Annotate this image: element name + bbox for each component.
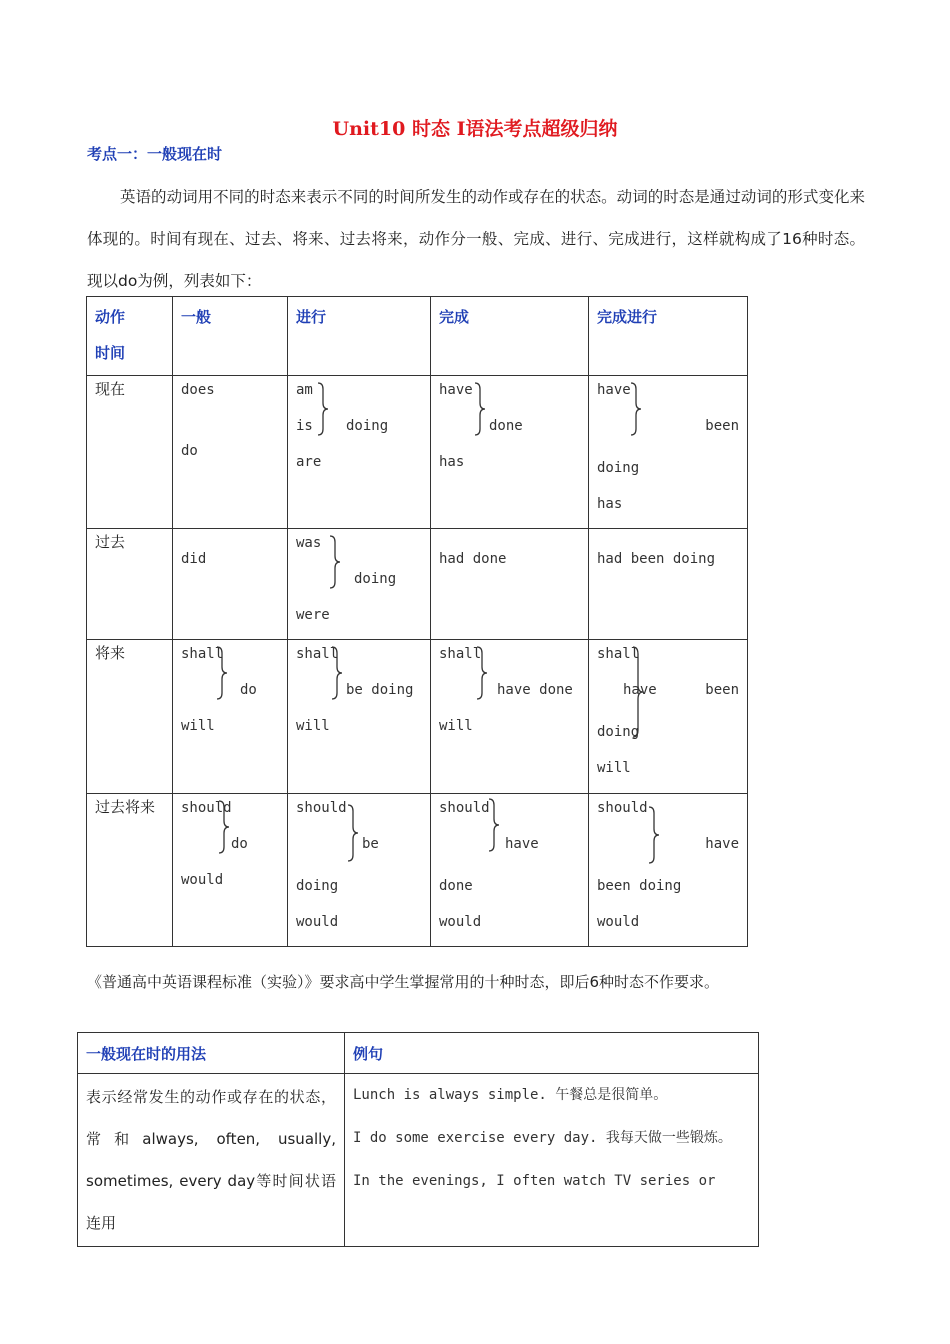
cell-word: has: [597, 496, 623, 512]
example-sentence: In the evenings, I often watch TV series or: [353, 1173, 716, 1189]
cell-word: doing: [346, 418, 389, 434]
corner-time-label: 时间: [95, 344, 126, 362]
cell-future-in-past-perfect-progressive: [589, 794, 748, 947]
table-row: [87, 794, 748, 947]
cell-future-simple: [173, 640, 288, 794]
cell-past-simple: [173, 529, 288, 640]
cell-word: doing: [597, 724, 640, 740]
column-header-perfect-progressive: 完成进行: [589, 297, 748, 376]
corner-header: [87, 297, 173, 376]
cell-word: do: [231, 836, 248, 852]
cell-word: would: [439, 914, 482, 930]
cell-future-perfect-progressive: [589, 640, 748, 794]
example-sentence: I do some exercise every day. 我每天做一些锻炼。: [353, 1130, 732, 1146]
cell-word: have: [505, 836, 539, 852]
table-header-row: [78, 1033, 759, 1074]
cell-future-in-past-perfect: [431, 794, 589, 947]
cell-future-perfect: [431, 640, 589, 794]
cell-word: will: [296, 718, 330, 734]
brace-icon: [328, 535, 342, 589]
cell-word: shall: [439, 646, 482, 662]
cell-word: done: [489, 418, 523, 434]
cell-word: is: [296, 418, 313, 434]
corner-action-label: 动作: [95, 308, 126, 326]
cell-word: shall: [181, 646, 224, 662]
table-row: [87, 640, 748, 794]
cell-word: have done: [497, 682, 573, 698]
brace-icon: [473, 382, 487, 436]
usage-table: [77, 1032, 759, 1247]
usage-text: 表示经常发生的动作或存在的状态，常和always, often, usually, sometimes, every day等时间状语连用: [86, 1088, 336, 1232]
cell-word: shall: [597, 646, 640, 662]
section-heading: 考点一：一般现在时: [87, 145, 223, 163]
cell-word: will: [439, 718, 473, 734]
column-header-simple: 一般: [173, 297, 288, 376]
cell-word: will: [181, 718, 215, 734]
usage-cell: [78, 1074, 345, 1247]
cell-word: be doing: [346, 682, 414, 698]
brace-icon: [647, 806, 661, 864]
intro-paragraph: 英语的动词用不同的时态来表示不同的时间所发生的动作或存在的状态。动词的时态是通过动词的形式变化来体现的。时间有现在、过去、将来、过去将来，动作分一般、完成、进行、完成进行，这样就构成了16种时态。现以do为例，列表如下：: [87, 188, 865, 290]
cell-word: doing: [296, 878, 339, 894]
row-label-present: 现在: [87, 376, 173, 529]
cell-present-perfect-progressive: [589, 376, 748, 529]
cell-word: did: [181, 551, 207, 567]
cell-present-simple: [173, 376, 288, 529]
cell-word: would: [296, 914, 339, 930]
cell-past-perfect: [431, 529, 589, 640]
cell-word: should: [296, 800, 347, 816]
cell-word: should: [181, 800, 232, 816]
cell-past-perfect-progressive: [589, 529, 748, 640]
cell-word: do: [181, 443, 198, 459]
cell-word: been doing: [597, 878, 682, 894]
brace-icon: [631, 646, 645, 738]
cell-present-perfect: [431, 376, 589, 529]
cell-word: were: [296, 607, 330, 623]
table-row: [87, 529, 748, 640]
examples-cell: [345, 1074, 759, 1247]
cell-word: shall: [296, 646, 339, 662]
cell-word: are: [296, 454, 322, 470]
cell-word: doing: [354, 571, 397, 587]
cell-word: should: [439, 800, 490, 816]
cell-future-in-past-progressive: [288, 794, 431, 947]
row-label-future: 将来: [87, 640, 173, 794]
brace-icon: [330, 646, 344, 700]
brace-icon: [487, 798, 501, 852]
tense-table: [86, 296, 748, 947]
cell-word: had done: [439, 551, 507, 567]
brace-icon: [215, 646, 229, 700]
cell-word: will: [597, 760, 631, 776]
cell-future-in-past-simple: [173, 794, 288, 947]
cell-word: have: [705, 836, 739, 852]
cell-word: have: [623, 682, 657, 698]
cell-word: done: [439, 878, 473, 894]
column-header-progressive: 进行: [288, 297, 431, 376]
example-sentence: Lunch is always simple. 午餐总是很简单。: [353, 1087, 668, 1103]
column-header-usage: 一般现在时的用法: [78, 1033, 345, 1074]
cell-word: had been doing: [597, 551, 716, 567]
cell-word: would: [597, 914, 640, 930]
cell-word: am: [296, 382, 313, 398]
cell-word: has: [439, 454, 465, 470]
brace-icon: [346, 804, 360, 862]
cell-word: been: [705, 418, 739, 434]
brace-icon: [217, 800, 231, 854]
brace-icon: [475, 646, 489, 700]
cell-past-progressive: [288, 529, 431, 640]
brace-icon: [316, 382, 330, 436]
cell-word: doing: [597, 460, 640, 476]
cell-word: been: [705, 682, 739, 698]
table-row: [78, 1074, 759, 1247]
cell-word: would: [181, 872, 224, 888]
cell-future-progressive: [288, 640, 431, 794]
curriculum-note: 《普通高中英语课程标准（实验）》要求高中学生掌握常用的十种时态，即后6种时态不作要求。: [87, 973, 720, 991]
cell-word: have: [439, 382, 473, 398]
brace-icon: [629, 382, 643, 436]
table-header-row: [87, 297, 748, 376]
column-header-examples: 例句: [345, 1033, 759, 1074]
table-row: [87, 376, 748, 529]
cell-word: do: [240, 682, 257, 698]
cell-word: be: [362, 836, 379, 852]
cell-word: was: [296, 535, 322, 551]
column-header-perfect: 完成: [431, 297, 589, 376]
cell-word: does: [181, 382, 215, 398]
cell-word: should: [597, 800, 648, 816]
page-title: Unit10 时态 I语法考点超级归纳: [332, 118, 618, 140]
cell-word: have: [597, 382, 631, 398]
row-label-future-in-past: 过去将来: [87, 794, 173, 947]
row-label-past: 过去: [87, 529, 173, 640]
cell-present-progressive: [288, 376, 431, 529]
